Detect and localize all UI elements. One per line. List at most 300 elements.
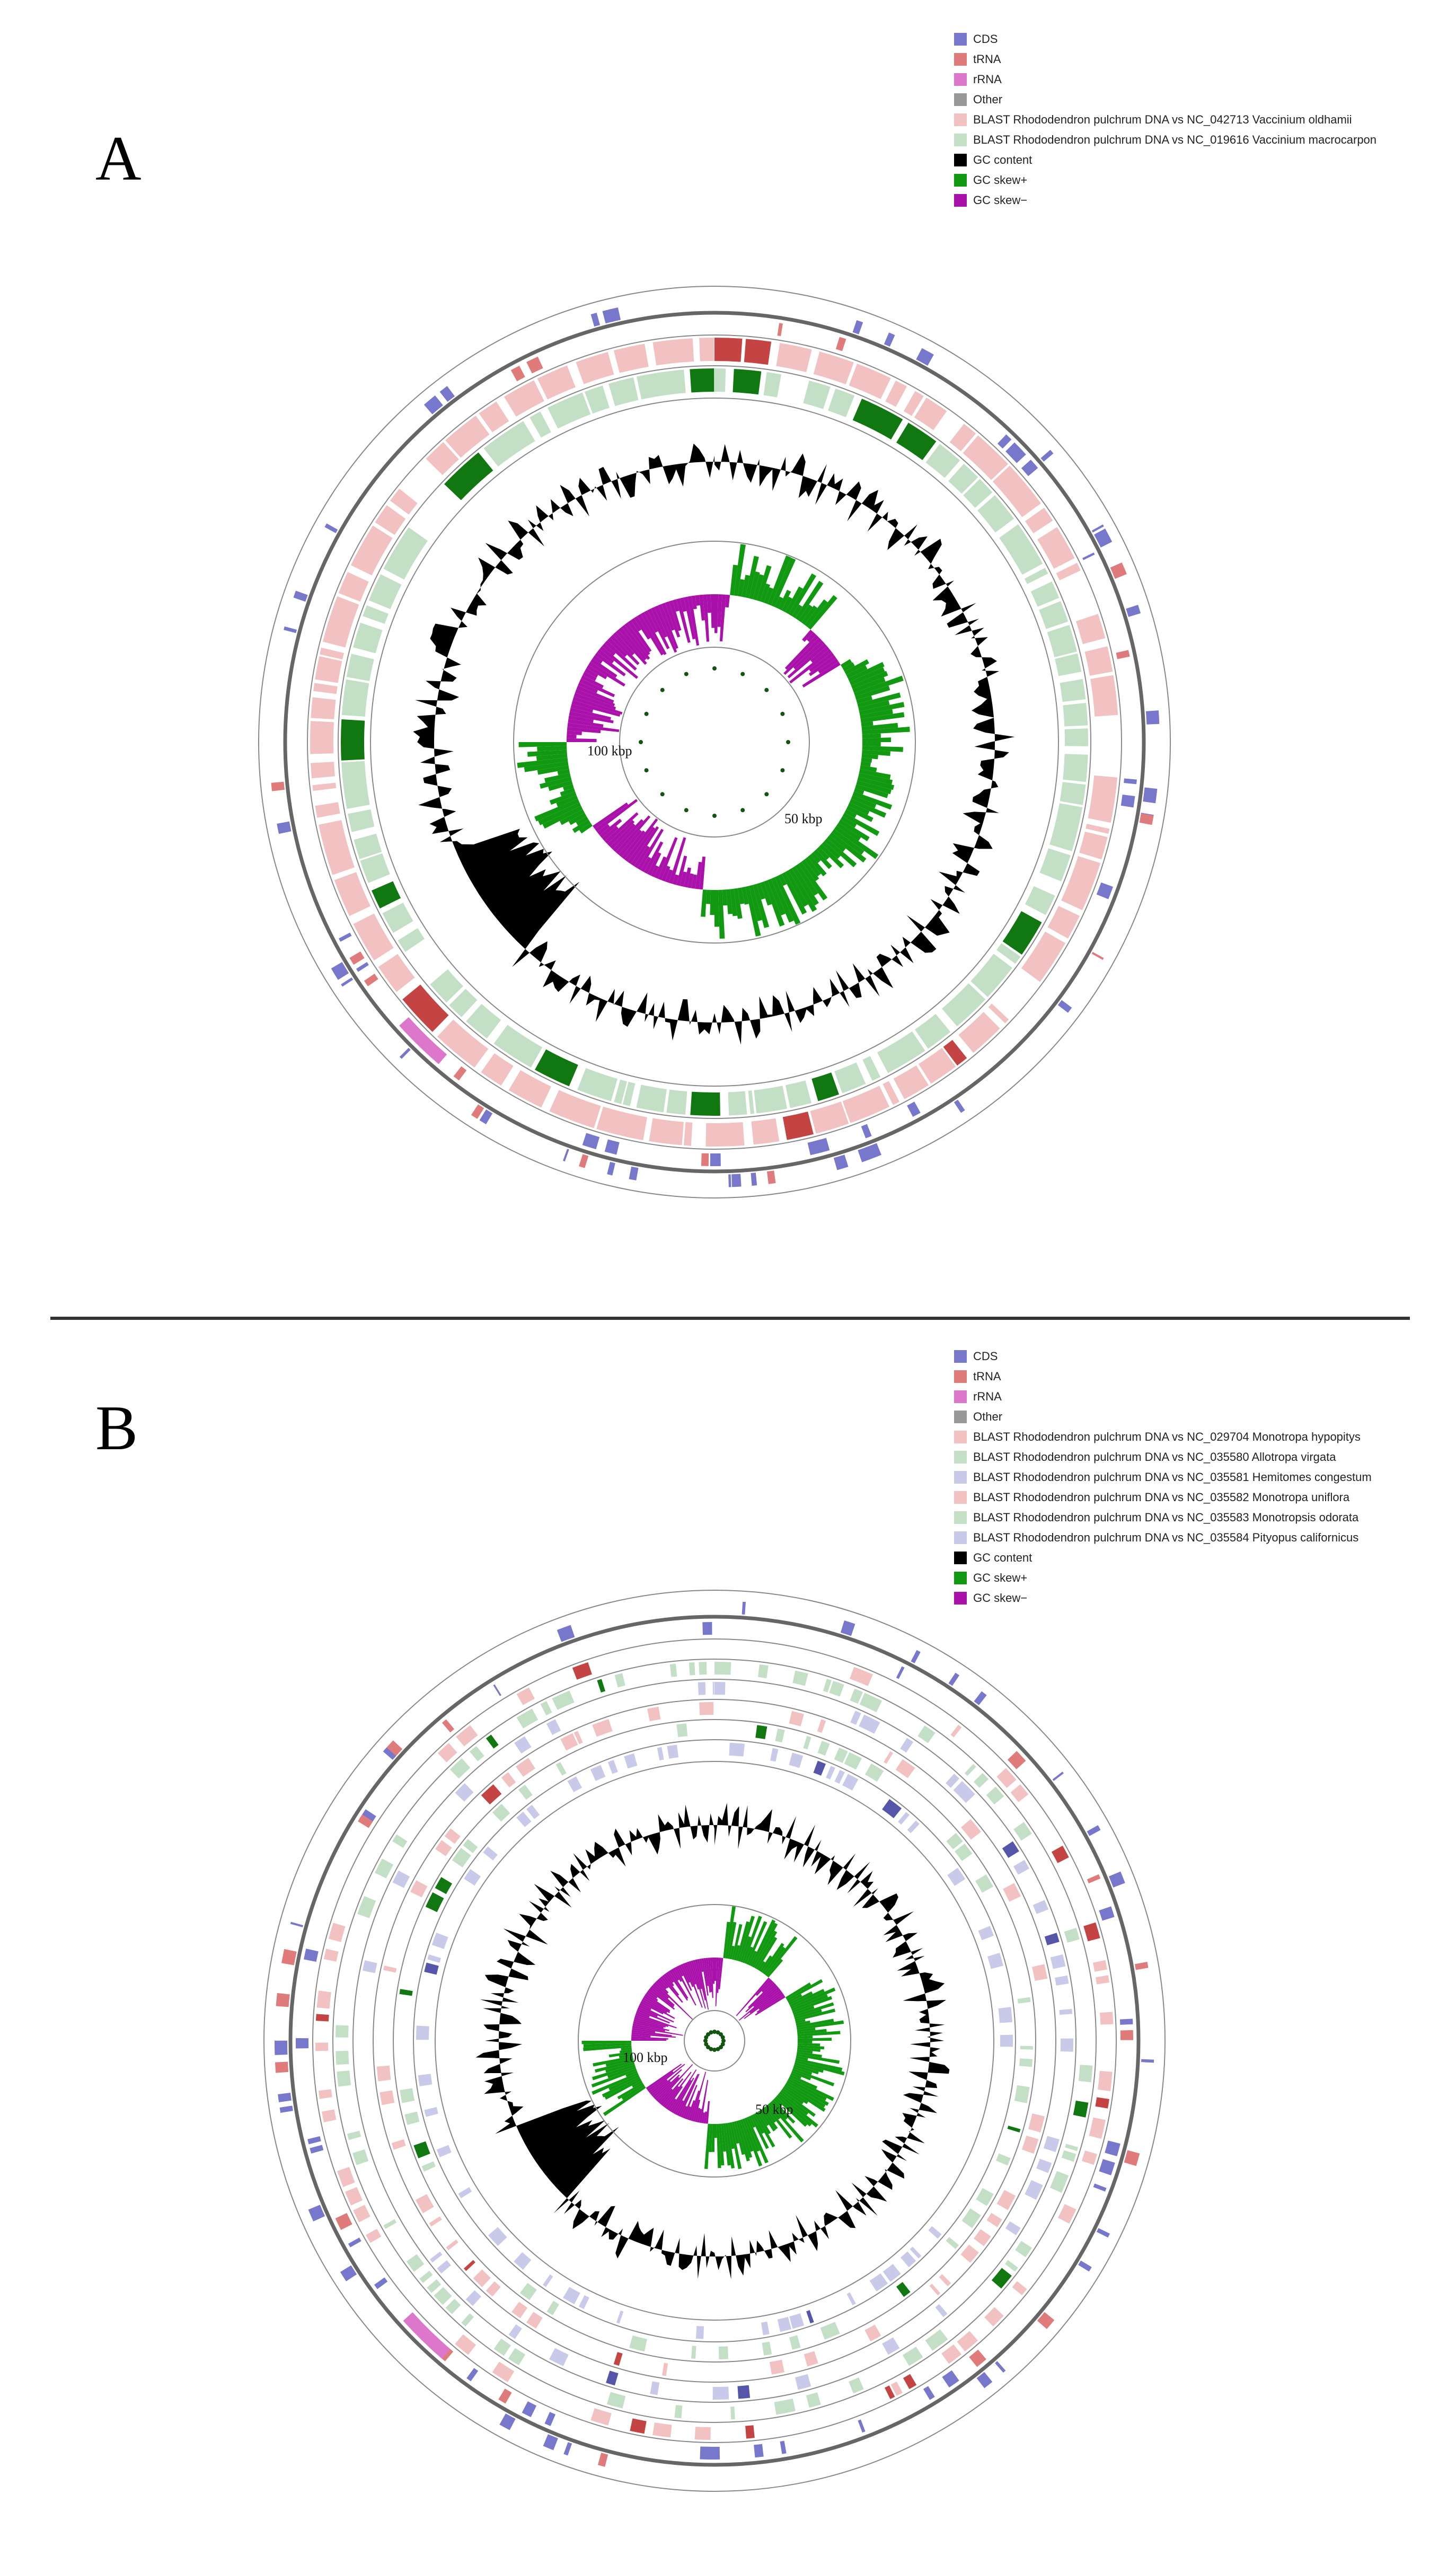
gene-feature — [751, 1173, 757, 1186]
legend-label: BLAST Rhododendron pulchrum DNA vs NC_035580 Allotropa virgata — [973, 1450, 1336, 1464]
blast-hit — [518, 1785, 533, 1800]
blast-hit — [806, 2310, 814, 2323]
gene-feature — [339, 932, 351, 941]
ring-border — [684, 2011, 745, 2071]
blast-hit — [572, 1662, 592, 1680]
blast-hit — [456, 1725, 478, 1747]
kbp-tick — [764, 792, 769, 796]
blast-hit — [690, 368, 714, 392]
panel-b — [0, 1315, 1456, 2556]
blast-hit — [430, 2252, 443, 2263]
gene-feature — [998, 434, 1011, 448]
gene-feature — [557, 1625, 575, 1642]
blast-hit — [526, 1805, 540, 1819]
blast-hit — [789, 2313, 804, 2329]
kbp-tick — [645, 712, 649, 716]
blast-hit — [363, 605, 389, 624]
gene-feature — [284, 627, 297, 633]
blast-hit — [689, 1662, 695, 1676]
blast-hit — [1073, 2101, 1089, 2118]
blast-hit — [946, 1774, 959, 1788]
gene-feature — [1109, 1872, 1125, 1888]
gene-feature — [278, 2093, 292, 2102]
blast-hit — [941, 2345, 961, 2364]
blast-hit — [336, 2025, 349, 2037]
legend-label: GC content — [973, 153, 1033, 166]
blast-hit — [568, 1776, 582, 1792]
kbp-tick — [660, 688, 665, 692]
blast-hit — [928, 2226, 941, 2239]
blast-hit — [422, 2161, 436, 2172]
blast-hit — [762, 2342, 772, 2356]
gene-feature — [281, 1949, 297, 1966]
blast-hit — [676, 1723, 687, 1737]
blast-hit — [829, 1681, 844, 1697]
blast-hit — [835, 1770, 845, 1784]
blast-hit — [337, 2070, 351, 2086]
gene-feature — [836, 337, 846, 351]
gene-feature — [702, 1622, 712, 1635]
blast-hit — [1037, 527, 1075, 569]
blast-hit — [733, 369, 761, 394]
blast-hit — [579, 2295, 589, 2309]
blast-hit — [432, 1933, 448, 1949]
blast-hit — [705, 1122, 744, 1147]
blast-hit — [410, 1880, 427, 1897]
blast-hit — [418, 2074, 433, 2086]
blast-hit — [1005, 2260, 1018, 2272]
gene-feature — [1092, 952, 1104, 960]
gene-feature — [605, 1140, 620, 1155]
blast-hit — [1002, 1841, 1019, 1858]
gene-feature — [710, 1153, 721, 1166]
blast-hit — [666, 1090, 687, 1115]
gc-skew-positive — [706, 890, 711, 904]
blast-hit — [862, 1056, 880, 1081]
blast-hit — [946, 2237, 959, 2249]
gene-feature — [324, 523, 338, 533]
gene-feature — [290, 1922, 303, 1927]
gene-feature — [579, 1154, 588, 1168]
blast-hit — [466, 1004, 501, 1038]
gene-feature — [1124, 2150, 1140, 2166]
blast-hit — [795, 2374, 811, 2390]
blast-hit — [427, 1954, 441, 1963]
gene-feature — [834, 1154, 849, 1170]
kbp-tick — [780, 712, 784, 716]
blast-hit — [1063, 703, 1088, 726]
legend-label: tRNA — [973, 52, 1001, 66]
blast-hit — [590, 2408, 611, 2426]
blast-hit — [392, 2139, 406, 2150]
gene-feature — [598, 2453, 608, 2467]
gene-feature — [276, 1993, 290, 2007]
blast-hit — [657, 1747, 664, 1760]
blast-hit — [974, 1773, 989, 1788]
gene-feature — [275, 2041, 287, 2055]
outer-ring — [259, 286, 1170, 1198]
blast-hit — [311, 762, 335, 778]
blast-hit — [877, 1032, 925, 1073]
legend-label: tRNA — [973, 1370, 1001, 1383]
blast-hit — [776, 343, 811, 372]
gene-feature — [995, 2361, 1005, 2373]
blast-hit — [789, 2335, 801, 2349]
blast-hit — [597, 1679, 605, 1693]
blast-hit — [714, 1682, 726, 1695]
blast-hit — [662, 2363, 668, 2376]
gene-feature — [731, 1174, 741, 1187]
blast-hit — [563, 2287, 580, 2304]
blast-hit — [803, 1736, 811, 1749]
legend-label: Other — [973, 93, 1003, 106]
gene-feature — [767, 1170, 776, 1184]
blast-hit — [699, 1662, 707, 1674]
gene-feature — [307, 2136, 321, 2144]
blast-hit — [319, 2089, 332, 2099]
blast-hit — [936, 2304, 948, 2317]
blast-hit — [775, 1729, 784, 1742]
gene-feature — [341, 977, 353, 986]
blast-hit — [1014, 2085, 1030, 2103]
blast-hit — [792, 1670, 808, 1686]
blast-hit — [546, 1719, 561, 1735]
blast-hit — [864, 2324, 881, 2341]
blast-hit — [882, 1799, 902, 1818]
blast-hit — [996, 1768, 1016, 1788]
blast-hit — [341, 761, 370, 809]
blast-hit — [925, 444, 960, 478]
blast-hit — [690, 1092, 720, 1116]
gene-feature — [1021, 460, 1038, 476]
gc-skew-positive — [798, 2041, 812, 2043]
blast-hit — [315, 802, 340, 818]
gc-skew-positive — [862, 737, 891, 742]
blast-hit — [930, 2284, 941, 2295]
kbp-tick — [684, 808, 689, 812]
blast-hit — [961, 1819, 981, 1840]
gc-skew-positive — [714, 2124, 717, 2138]
blast-hit — [730, 2407, 735, 2419]
gene-feature — [374, 2277, 387, 2289]
blast-hit — [378, 954, 415, 992]
blast-hit — [803, 381, 830, 409]
blast-hit — [728, 1091, 747, 1115]
legend-label: BLAST Rhododendron pulchrum DNA vs NC_035584 Pityopus californicus — [973, 1531, 1359, 1544]
blast-hit — [1095, 2097, 1109, 2109]
gene-feature — [1121, 795, 1135, 807]
blast-hit — [714, 368, 726, 392]
gene-feature — [466, 2368, 478, 2381]
blast-hit — [670, 1664, 677, 1677]
blast-hit — [1060, 679, 1086, 702]
gene-feature — [742, 1602, 746, 1615]
gene-feature — [1126, 605, 1141, 617]
blast-hit — [770, 1748, 778, 1762]
legend-label: CDS — [973, 1350, 998, 1363]
blast-hit — [1012, 2281, 1027, 2295]
gene-feature — [841, 1620, 855, 1636]
gene-feature — [1093, 2183, 1107, 2191]
blast-hit — [438, 1743, 457, 1762]
blast-hit — [699, 338, 714, 362]
kbp-tick — [780, 768, 784, 772]
blast-hit — [1052, 1846, 1069, 1863]
gene-feature — [275, 2061, 288, 2073]
gene-feature — [511, 366, 525, 382]
blast-hit — [786, 1080, 811, 1108]
blast-hit — [957, 2331, 978, 2352]
blast-hit — [429, 2216, 442, 2226]
legend-label: Other — [973, 1410, 1003, 1423]
blast-hit — [445, 416, 489, 457]
blast-hit — [806, 2392, 821, 2408]
blast-hit — [814, 1761, 826, 1776]
gene-feature — [583, 1133, 599, 1149]
blast-hit — [1047, 906, 1079, 939]
blast-hit — [698, 1682, 705, 1695]
legend-label: GC skew+ — [973, 173, 1028, 187]
blast-hit — [511, 2302, 527, 2318]
blast-hit — [455, 2334, 476, 2355]
gene-feature — [523, 2402, 536, 2417]
blast-hit — [577, 1068, 617, 1101]
blast-hit — [606, 2370, 618, 2385]
blast-hit — [1033, 1900, 1048, 1914]
blast-hit — [360, 853, 390, 883]
gene-feature — [400, 1048, 411, 1059]
blast-hit — [1100, 2012, 1113, 2024]
blast-hit — [543, 2275, 553, 2287]
gene-feature — [1097, 883, 1113, 900]
gc-content-track — [476, 1803, 950, 2279]
blast-hit — [820, 2322, 840, 2339]
blast-hit — [1044, 2136, 1060, 2152]
blast-hit — [674, 2405, 682, 2418]
gene-feature — [1120, 2030, 1133, 2040]
blast-hit — [310, 721, 334, 754]
blast-hit — [348, 809, 374, 832]
tick-label-50-kbp: 50 kbp — [755, 2102, 793, 2117]
gene-feature — [1143, 788, 1157, 804]
blast-hit — [413, 2141, 430, 2158]
legend-label: rRNA — [973, 73, 1002, 86]
blast-hit — [384, 2219, 397, 2229]
legend-label: BLAST Rhododendron pulchrum DNA vs NC_042713 Vaccinium oldhamii — [973, 113, 1352, 126]
blast-hit — [347, 654, 374, 681]
blast-hit — [446, 2299, 461, 2314]
blast-hit — [754, 1086, 787, 1113]
blast-hit — [978, 1926, 993, 1940]
blast-hit — [342, 680, 369, 717]
blast-hit — [514, 1737, 531, 1754]
panel-label: B — [95, 1392, 138, 1463]
blast-hit — [630, 2418, 646, 2434]
blast-hit — [383, 527, 428, 579]
gc-skew-positive — [701, 889, 707, 917]
blast-hit — [847, 2293, 856, 2305]
gene-feature — [277, 822, 291, 834]
legend-label: GC skew− — [973, 1591, 1028, 1605]
blast-hit — [322, 2110, 336, 2122]
blast-hit — [987, 1953, 1003, 1969]
blast-hit — [424, 1963, 439, 1975]
blast-hit — [530, 411, 551, 437]
blast-hit — [745, 2425, 755, 2438]
blast-hit — [363, 1960, 377, 1973]
gene-feature — [293, 590, 307, 602]
blast-hit — [650, 2381, 659, 2395]
gene-feature — [969, 2350, 986, 2367]
blast-hit — [1079, 2065, 1093, 2082]
blast-hit — [1018, 1997, 1031, 2004]
legend-label: GC content — [973, 1551, 1033, 1564]
blast-hit — [1062, 2150, 1076, 2162]
blast-hit — [590, 1765, 605, 1781]
legend-label: GC skew+ — [973, 1571, 1028, 1584]
blast-hit — [804, 2351, 818, 2366]
blast-hit — [849, 2377, 863, 2393]
gene-feature — [349, 951, 364, 965]
blast-hit — [1036, 2159, 1052, 2173]
blast-hit — [541, 1701, 552, 1715]
blast-hit — [509, 2324, 522, 2339]
blast-hit — [761, 2322, 770, 2335]
gc-skew-positive — [710, 890, 714, 915]
circular-genome-map — [0, 1315, 1456, 2556]
blast-hit — [614, 2352, 623, 2366]
blast-hit — [1060, 782, 1086, 805]
blast-hit — [526, 2312, 543, 2329]
gene-feature — [778, 323, 783, 336]
gene-feature — [629, 1167, 639, 1180]
gene-feature — [526, 357, 543, 374]
blast-hit — [516, 1812, 531, 1827]
blast-hit — [1039, 601, 1068, 629]
blast-hit — [372, 882, 401, 909]
legend-label: CDS — [973, 32, 998, 46]
blast-hit — [400, 1989, 413, 1996]
blast-hit — [714, 338, 742, 362]
blast-hit — [392, 1835, 407, 1848]
blast-hit — [1049, 803, 1082, 851]
blast-hit — [464, 1869, 481, 1885]
blast-hit — [1020, 2046, 1033, 2050]
gene-feature — [1087, 1825, 1101, 1836]
gene-feature — [336, 2213, 352, 2230]
gene-feature — [1082, 552, 1095, 560]
blast-hit — [1055, 654, 1081, 676]
blast-hit — [1045, 1933, 1060, 1945]
blast-hit — [907, 1821, 920, 1834]
blast-hit — [624, 1753, 637, 1768]
legend-label: BLAST Rhododendron pulchrum DNA vs NC_035581 Hemitomes congestum — [973, 1470, 1372, 1484]
gc-skew-negative — [711, 594, 714, 628]
blast-hit — [629, 2335, 647, 2351]
blast-hit — [844, 1752, 862, 1770]
blast-hit — [789, 1711, 804, 1726]
blast-hit — [458, 2187, 472, 2198]
blast-hit — [770, 2360, 784, 2375]
gene-feature — [348, 2237, 361, 2247]
ring-border — [370, 398, 1058, 1086]
kbp-tick — [639, 740, 643, 744]
gene-feature — [1058, 1000, 1072, 1013]
gene-feature — [1078, 2261, 1092, 2272]
legend-label: rRNA — [973, 1390, 1002, 1403]
blast-hit — [560, 1733, 578, 1751]
blast-hit — [317, 1990, 331, 2008]
blast-hit — [1000, 2035, 1013, 2047]
gene-feature — [607, 1162, 615, 1176]
blast-hit — [984, 2307, 1004, 2326]
blast-hit — [778, 2317, 791, 2332]
gene-feature — [911, 1650, 920, 1663]
blast-hit — [437, 2145, 452, 2157]
blast-hit — [817, 1720, 826, 1733]
blast-hit — [486, 1734, 499, 1748]
blast-hit — [691, 2346, 696, 2358]
blast-hit — [345, 2187, 363, 2206]
gene-feature — [1099, 1906, 1114, 1920]
blast-hit — [713, 2386, 729, 2400]
blast-hit — [324, 1949, 339, 1961]
kbp-tick — [764, 688, 769, 692]
blast-hit — [826, 1766, 835, 1780]
blast-hit — [614, 343, 649, 373]
blast-hit — [814, 351, 854, 384]
backbone-ring — [285, 313, 1144, 1171]
blast-hit — [369, 574, 402, 609]
gene-feature — [858, 2420, 865, 2433]
blast-hit — [616, 2311, 623, 2324]
blast-hit — [486, 2281, 501, 2297]
blast-hit — [315, 656, 342, 683]
gene-feature — [948, 1673, 959, 1686]
blast-hit — [729, 1743, 745, 1757]
blast-hit — [774, 2399, 796, 2414]
blast-hit — [849, 364, 891, 399]
gene-feature — [1141, 2059, 1154, 2063]
gene-feature — [310, 2145, 323, 2153]
blast-hit — [366, 2229, 381, 2243]
gene-feature — [700, 2447, 712, 2460]
blast-hit — [380, 2091, 394, 2105]
blast-hit — [1005, 2222, 1021, 2235]
blast-hit — [684, 1122, 692, 1146]
blast-hit — [424, 2107, 438, 2117]
kbp-tick — [740, 808, 745, 812]
blast-hit — [901, 2252, 916, 2268]
blast-hit — [850, 1711, 861, 1725]
gene-feature — [701, 1153, 709, 1166]
gene-feature — [1087, 1874, 1100, 1883]
gene-feature — [884, 332, 895, 347]
blast-hit — [758, 1664, 769, 1678]
blast-hit — [504, 380, 544, 417]
blast-hit — [494, 2339, 511, 2356]
blast-hit — [1019, 2058, 1033, 2067]
blast-hit — [336, 2051, 349, 2065]
blast-hit — [1031, 581, 1059, 607]
blast-hit — [885, 381, 907, 407]
blast-hit — [950, 1725, 961, 1738]
blast-hit — [900, 1738, 913, 1753]
blast-hit — [992, 2268, 1012, 2288]
blast-hit — [713, 1682, 714, 1695]
blast-hit — [965, 1764, 976, 1776]
blast-hit — [1076, 614, 1105, 644]
